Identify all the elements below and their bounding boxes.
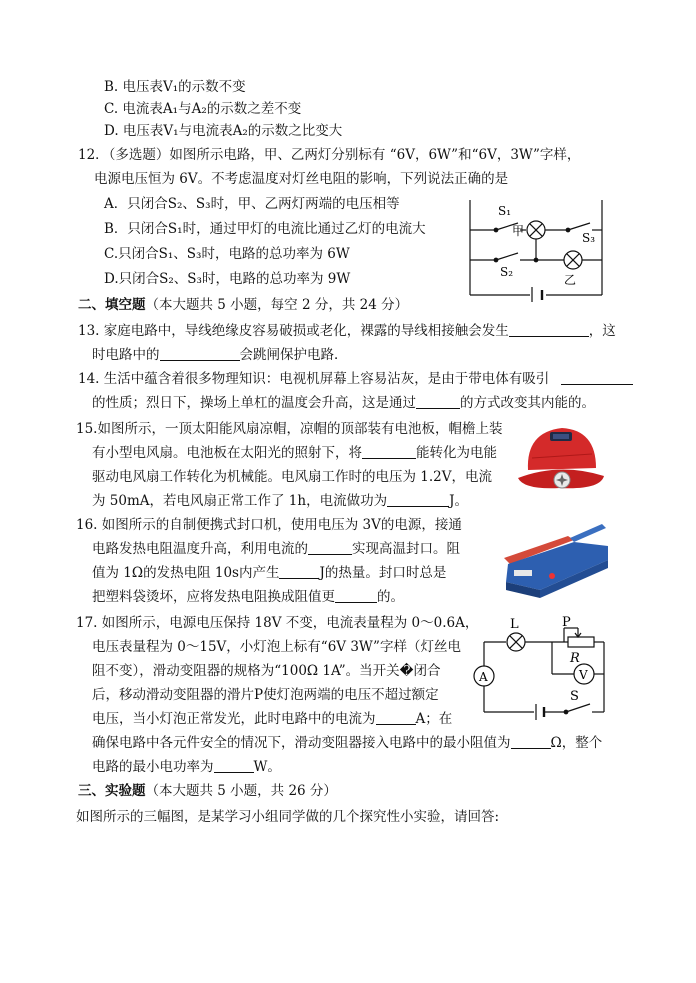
q17-text-b: A；在 (415, 711, 453, 727)
q17-line3: 阻不变），滑动变阻器的规格为“100Ω 1A”。当开关�闭合 (92, 663, 441, 679)
q12-circuit-diagram (462, 190, 612, 302)
q12-option-c: C.只闭合S₁、S₃时，电路的总功率为 6W (104, 246, 350, 262)
section2-title: 二、填空题 (78, 297, 146, 313)
q17-blank-3[interactable] (214, 758, 254, 773)
q12-stem-line1: 12．（多选题）如图所示电路，甲、乙两灯分别标有 “6V，6W”和“6V，3W”字样， (78, 147, 581, 163)
q16-text-b: 实现高温封口。阻 (352, 541, 460, 557)
q15-text-c: 为 50mA，若电风扇正常工作了 1h，电流做功为 (92, 493, 388, 509)
q12-option-b: B．只闭合S₁时，通过甲灯的电流比通过乙灯的电流大 (104, 221, 426, 237)
q16-blank-2[interactable] (279, 564, 319, 579)
q15-text-d: J。 (449, 493, 469, 509)
q16-text-a: 电路发热电阻温度升高，利用电流的 (92, 541, 308, 557)
q13-line2 (92, 346, 348, 364)
q17-line7 (92, 758, 281, 776)
q13-line1 (78, 322, 616, 340)
switch-s-label: S (570, 689, 579, 704)
slider-p-label: P (562, 615, 571, 630)
q16-text-e: 把塑料袋烫坏，应将发热电阻换成阻值更 (92, 589, 335, 605)
q17-circuit-diagram (466, 612, 616, 728)
q12-option-a: A．只闭合S₂、S₃时，甲、乙两灯两端的电压相等 (104, 196, 400, 212)
q15-line2 (92, 444, 497, 462)
q11-option-d: D. 电压表V₁与电流表A₂的示数之比变大 (104, 123, 343, 139)
s1-label: S₁ (498, 204, 512, 218)
q13-text-d: 会跳闸保护电路． (239, 347, 348, 363)
section2-heading (78, 296, 408, 314)
q16-text-d: J的热量。封口时总是 (319, 565, 447, 581)
q15-line4 (92, 492, 468, 510)
q14-text-a: 14. 生活中蕴含着很多物理知识：电视机屏幕上容易沾灰，是由于带电体有吸引 (78, 371, 550, 387)
q13-text-c: 时电路中的 (92, 347, 160, 363)
q15-line3: 驱动电风扇工作转化为机械能。电风扇工作时的电压为 1.2V，电流 (92, 469, 493, 485)
q17-blank-1[interactable] (376, 710, 416, 725)
q17-line2: 电压表量程为 0～15V，小灯泡上标有“6V 3W”字样（灯丝电 (92, 639, 461, 655)
q12-stem-line2: 电源电压恒为 6V。不考虑温度对灯丝电阻的影响，下列说法正确的是 (94, 171, 509, 187)
q17-text-c: 确保电路中各元件安全的情况下，滑动变阻器接入电路中的最小阻值为 (92, 735, 511, 751)
q16-blank-1[interactable] (308, 540, 352, 555)
q14-text-c: 的方式改变其内能的。 (460, 395, 595, 411)
q12-option-d: D.只闭合S₂、S₃时，电路的总功率为 9W (104, 271, 351, 287)
q14-line1 (78, 370, 633, 388)
q13-blank-1[interactable] (509, 322, 589, 337)
q13-blank-2[interactable] (160, 346, 240, 361)
q17-line5 (92, 710, 452, 728)
resistor-r-label: R (570, 651, 580, 666)
q16-line4 (92, 588, 404, 606)
q15-text-a: 有小型电风扇。电池板在太阳光的照射下，将 (92, 445, 362, 461)
q17-text-f: W。 (253, 759, 281, 775)
s3-label: S₃ (582, 231, 596, 245)
section2-note: （本大题共 5 小题，每空 2 分，共 24 分） (145, 297, 409, 313)
q13-text-a: 13. 家庭电路中，导线绝缘皮容易破损或老化，裸露的导线相接触会发生 (78, 323, 509, 339)
lamp-a-label: 甲 (512, 224, 525, 238)
q15-blank-1[interactable] (362, 444, 416, 459)
q15-line1: 15.如图所示，一顶太阳能风扇凉帽，凉帽的顶部装有电池板，帽檐上装 (76, 421, 503, 437)
section3-intro: 如图所示的三幅图，是某学习小组同学做的几个探究性小实验，请回答: (76, 809, 500, 825)
q17-line1: 17. 如图所示，电源电压保持 18V 不变，电流表量程为 0～0.6A， (76, 615, 479, 631)
voltmeter-label: V (579, 668, 588, 682)
section3-title: 三、实验题 (78, 783, 146, 799)
q13-text-b: ，这 (588, 323, 616, 339)
q14-line2 (92, 394, 595, 412)
ammeter-label: A (479, 670, 488, 684)
q17-text-e: 电路的最小电功率为 (92, 759, 214, 775)
q16-line3 (92, 564, 446, 582)
q14-blank-2[interactable] (416, 394, 460, 409)
q16-text-c: 值为 1Ω的发热电阻 10s内产生 (92, 565, 280, 581)
section3-note: （本大题共 5 小题，共 26 分） (145, 783, 337, 799)
q16-text-f: 的。 (377, 589, 404, 605)
q14-text-b: 的性质；烈日下，操场上单杠的温度会升高，这是通过 (92, 395, 416, 411)
heat-sealer-image (490, 516, 612, 604)
q15-blank-2[interactable] (387, 492, 449, 507)
s2-label: S₂ (500, 265, 514, 279)
q17-text-d: Ω，整个 (550, 735, 603, 751)
solar-fan-hat-image (510, 418, 610, 508)
q14-blank-1[interactable] (561, 370, 633, 385)
lamp-l-label: L (510, 617, 519, 632)
q16-line1: 16. 如图所示的自制便携式封口机，使用电压为 3V的电源，接通 (76, 517, 462, 533)
q15-text-b: 能转化为电能 (416, 445, 497, 461)
q17-text-a: 电压，当小灯泡正常发光，此时电路中的电流为 (92, 711, 376, 727)
section3-heading (78, 782, 337, 800)
q16-line2 (92, 540, 460, 558)
q11-option-b: B. 电压表V₁的示数不变 (104, 79, 246, 95)
q16-blank-3[interactable] (335, 588, 377, 603)
q17-line4: 后，移动滑动变阻器的滑片P使灯泡两端的电压不超过额定 (92, 687, 439, 703)
q17-blank-2[interactable] (511, 734, 551, 749)
q11-option-c: C. 电流表A₁与A₂的示数之差不变 (104, 101, 302, 117)
q17-line6 (92, 734, 602, 752)
lamp-b-label: 乙 (564, 273, 577, 287)
